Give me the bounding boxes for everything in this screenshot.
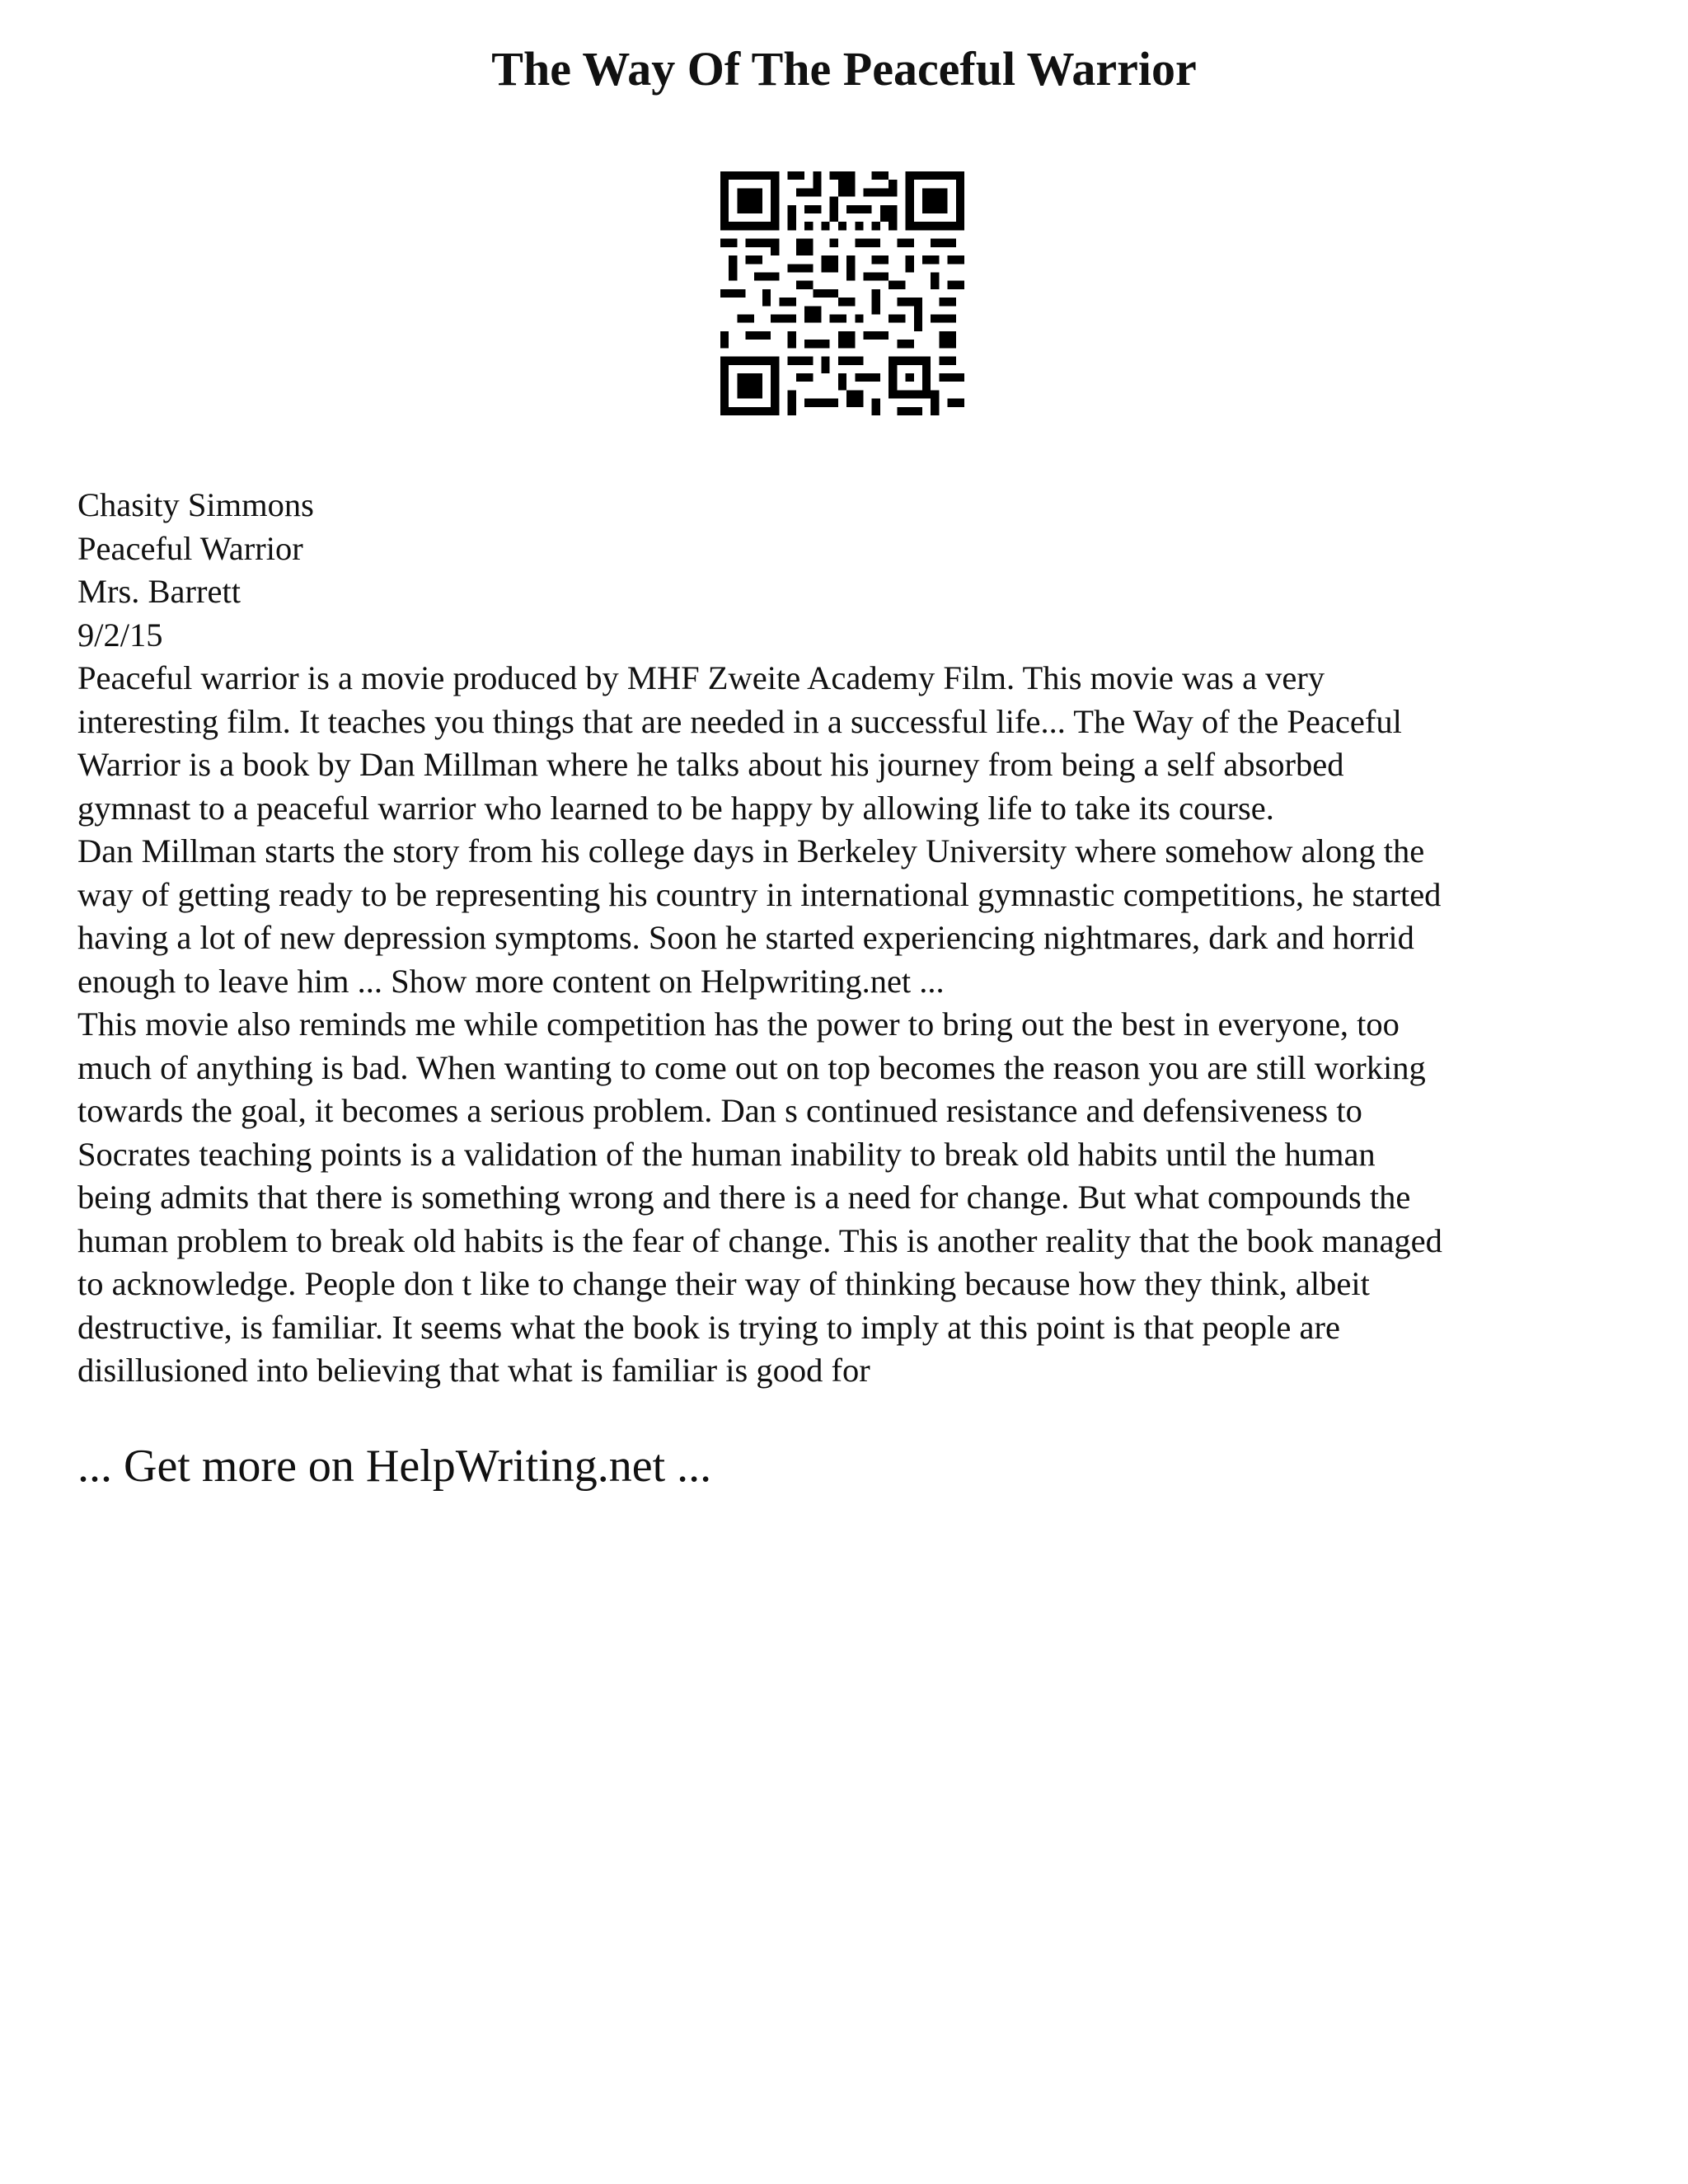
document-date: 9/2/15 [77, 616, 163, 654]
paragraph-2-line: way of getting ready to be representing his country in international gymnastic competitions, he started [77, 875, 1442, 913]
paragraph-1-line: gymnast to a peaceful warrior who learned to be happy by allowing life to take its course. [77, 789, 1274, 827]
paragraph-1-line: interesting film. It teaches you things that are needed in a successful life... The Way of the Peaceful [77, 702, 1402, 740]
paragraph-3-line: Socrates teaching points is a validation of the human inability to break old habits until the human [77, 1135, 1376, 1173]
paragraph-3-line: human problem to break old habits is the fear of change. This is another reality that the book managed [77, 1221, 1442, 1259]
qr-code-icon [720, 171, 964, 415]
paragraph-3-line: being admits that there is something wrong and there is a need for change. But what compounds the [77, 1179, 1411, 1216]
paragraph-1-line: Warrior is a book by Dan Millman where he talks about his journey from being a self absorbed [77, 746, 1344, 783]
paragraph-3-line: This movie also reminds me while competition has the power to bring out the best in everyone, too [77, 1005, 1400, 1043]
paragraph-3-line: much of anything is bad. When wanting to come out on top becomes the reason you are still working [77, 1048, 1426, 1086]
paragraph-1-line: Peaceful warrior is a movie produced by MHF Zweite Academy Film. This movie was a very [77, 659, 1325, 696]
paragraph-3-line: disillusioned into believing that what is familiar is good for [77, 1352, 870, 1389]
document-body [77, 484, 1627, 1393]
paragraph-2-line: Dan Millman starts the story from his college days in Berkeley University where somehow along the [77, 832, 1425, 869]
paragraph-2-line: enough to leave him ... Show more content on Helpwriting.net ... [77, 962, 945, 1000]
author-name: Chasity Simmons [77, 486, 314, 523]
teacher-name: Mrs. Barrett [77, 573, 241, 610]
paragraph-2-line: having a lot of new depression symptoms. Soon he started experiencing nightmares, dark and horrid [77, 919, 1414, 956]
course-title: Peaceful Warrior [77, 529, 303, 567]
paragraph-3-line: towards the goal, it becomes a serious problem. Dan s continued resistance and defensiveness to [77, 1092, 1362, 1129]
page-title: The Way Of The Peaceful Warrior [491, 42, 1197, 96]
paragraph-3-line: to acknowledge. People don t like to change their way of thinking because how they think, albeit [77, 1265, 1370, 1302]
paragraph-3-line: destructive, is familiar. It seems what the book is trying to imply at this point is that people are [77, 1308, 1340, 1346]
get-more-link[interactable]: ... Get more on HelpWriting.net ... [77, 1441, 712, 1492]
